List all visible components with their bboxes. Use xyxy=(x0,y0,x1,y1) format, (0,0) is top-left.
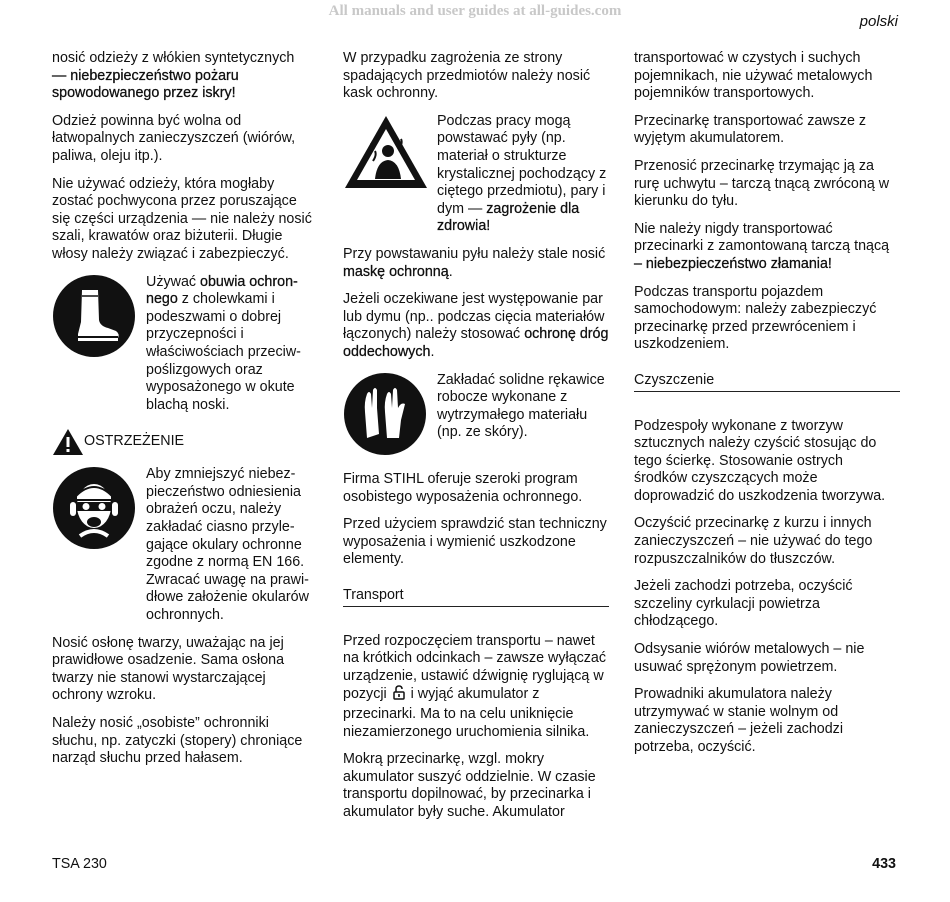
paragraph: Należy nosić „osobiste” ochronniki słuchu, np. zatyczki (stopery) chroniące narząd słuchu przed hałasem. xyxy=(52,715,303,767)
text: nosić odzieży z włókien syntetycznych xyxy=(52,50,295,66)
text: Używać xyxy=(146,273,201,290)
warning-heading xyxy=(52,428,318,456)
paragraph: Nosić osłonę twarzy, uważając na jej prawidłowe osadzenie. Sama osłona twarzy nie stanowi wystarczającej ochrony wzroku. xyxy=(52,634,285,704)
paragraph xyxy=(343,246,609,281)
paragraph xyxy=(343,633,609,742)
section-heading-transport: Transport xyxy=(343,587,609,607)
section-heading-cleaning: Czyszczenie xyxy=(634,372,900,392)
paragraph: transportować w czystych i suchych pojemnikach, nie używać metalowych pojemników transportowych. xyxy=(634,50,873,102)
paragraph: Odsysanie wiórów metalowych – nie usuwać sprężonym powietrzem. xyxy=(634,641,865,675)
paragraph xyxy=(52,50,318,103)
column-1 xyxy=(52,50,318,778)
breakage-hazard: – niebezpieczeństwo złamania! xyxy=(634,255,832,272)
paragraph: Prowadniki akumulatora należy utrzymywać w stanie wolnym od zanieczyszczeń – jeżeli zachodzi potrzeba, oczyścić. xyxy=(634,686,843,755)
paragraph: Jeżeli zachodzi potrzeba, oczyścić szczeliny cyrkulacji powietrza chłodzącego. xyxy=(634,578,853,630)
paragraph xyxy=(343,291,609,361)
text: z cholewkami i podeszwami o dobrej przyczepności i właściwościach przeciwpoślizgowych oraz wyposażonego w okute blachą noski. xyxy=(146,291,301,413)
paragraph: Przed użyciem sprawdzić stan techniczny wyposażenia i wymienić uszkodzone elementy. xyxy=(343,516,607,568)
text: . xyxy=(430,343,435,360)
page-number: 433 xyxy=(872,856,896,872)
paragraph: Przecinarkę transportować zawsze z wyjętym akumulatorem. xyxy=(634,112,867,147)
lock-icon xyxy=(393,685,405,706)
text: Podczas pracy mogą powstawać pyły (np. materiał o strukturze krystalicznej pochodzący z ciętego przedmiotu), pary i dym — xyxy=(437,112,607,217)
paragraph: Podzespoły wykonane z tworzyw sztucznych należy czyścić stosując do tego ścierkę. Stosowanie ostrych środków czyszczących może doprowadzić do uszkodzenia tworzywa. xyxy=(634,417,886,504)
paragraph: W przypadku zagrożenia ze strony spadających przedmiotów należy nosić kask ochronny. xyxy=(343,50,591,102)
gloves-icon xyxy=(343,372,437,462)
gloves-instruction xyxy=(343,372,609,462)
paragraph: Firma STIHL oferuje szeroki program osobistego wyposażenia ochronnego. xyxy=(343,471,583,505)
text: Przy powstawaniu pyłu należy stale nosić xyxy=(343,245,606,262)
paragraph: Przenosić przecinarkę trzymając ją za rurę uchwytu – tarczą tnącą zwróconą w kierunku do tyłu. xyxy=(634,157,890,210)
dust-text xyxy=(437,113,609,236)
paragraph: Podczas transportu pojazdem samochodowym: należy zabezpieczyć przecinarkę przed przewróceniem i uszkodzeniem. xyxy=(634,283,877,353)
text: i wyjąć akumulator z przecinarki. Ma to na celu uniknięcie niezamierzonego uruchomienia silnika. xyxy=(343,686,590,740)
language-label: polski xyxy=(859,13,898,30)
text: . xyxy=(448,263,453,280)
column-2 xyxy=(343,50,609,832)
health-hazard: zagrożenie dla zdrowia! xyxy=(437,200,580,235)
text: Jeżeli oczekiwane jest występowanie par lub dymu (np.. podczas cięcia materiałów łączonych) należy stosować xyxy=(343,291,605,343)
dust-instruction xyxy=(343,113,609,236)
model-label: TSA 230 xyxy=(52,856,107,872)
paragraph: Nie używać odzieży, która mogłaby zostać pochwycona przez poruszające się części urządzenia — nie należy nosić szali, krawatów oraz biżuterii. Długie włosy należy związać i zabezpieczyć. xyxy=(52,175,312,262)
gloves-text: Zakładać solidne rękawice robocze wykonane z wytrzymałego materiału (np. ze skóry). xyxy=(437,371,605,441)
safety-boots-icon xyxy=(52,274,146,364)
boots-instruction xyxy=(52,274,318,415)
protective-mask: maskę ochronną xyxy=(343,263,449,280)
protective-footwear: obuwia ochronnego xyxy=(146,273,298,308)
paragraph: Oczyścić przecinarkę z kurzu i innych zanieczyszczeń – nie używać do tego rozpuszczalników do tłuszczów. xyxy=(634,515,873,567)
watermark: All manuals and user guides at all-guides.com xyxy=(328,3,622,19)
text: Nie należy nigdy transportować przecinarki z zamontowaną tarczą tnącą xyxy=(634,220,890,255)
eye-protection-text: Aby zmniejszyć niebezpieczeństwo odniesienia obrażeń oczu, należy zakładać ciasno przylegające okulary ochronne zgodne z normą EN 166. Zwracać uwagę na prawidłowe założenie okularów ochronnych. xyxy=(146,466,309,624)
column-3 xyxy=(634,50,900,767)
respiratory-protection: ochronę dróg oddechowych xyxy=(343,326,609,360)
face-protection-icon xyxy=(52,466,146,556)
paragraph: Odzież powinna być wolna od łatwopalnych zanieczyszczeń (wiórów, paliwa, oleju itp.). xyxy=(52,112,296,164)
warning-triangle-icon xyxy=(52,428,84,456)
dust-hazard-icon xyxy=(343,113,437,197)
eye-protection-instruction xyxy=(52,466,318,624)
warning-label: OSTRZEŻENIE xyxy=(84,433,185,450)
paragraph xyxy=(634,221,900,274)
boots-text xyxy=(146,274,318,415)
paragraph: Mokrą przecinarkę, wzgl. mokry akumulator suszyć oddzielnie. W czasie transportu dopilnować, by przecinarka i akumulator były suche. Akumulator xyxy=(343,751,596,820)
text: Przed rozpoczęciem transportu – nawet na krótkich odcinkach – zawsze wyłączać urządzenie, ustawić dźwignię ryglującą w pozycji xyxy=(343,632,607,703)
fire-hazard-warning: — niebezpieczeństwo pożaru spowodowanego przez iskry! xyxy=(52,67,239,102)
